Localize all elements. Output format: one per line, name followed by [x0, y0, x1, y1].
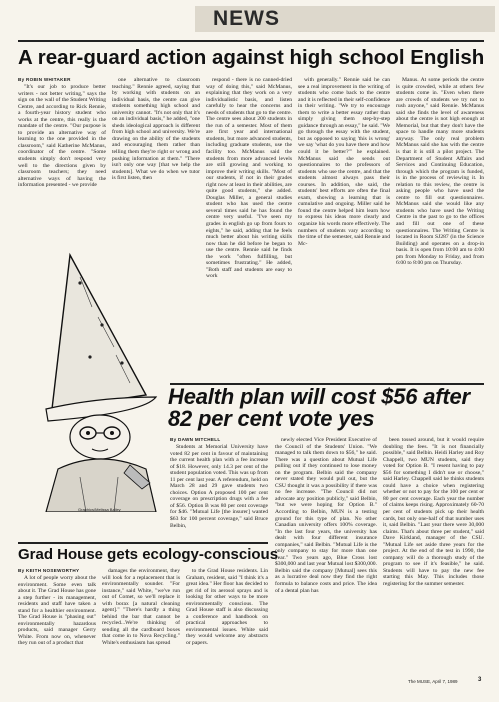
article2-headline: Health plan will cost $56 after 82 per cent vote yes: [168, 384, 470, 431]
page-footer: The MUSE, April 7, 1989: [408, 679, 458, 684]
wizard-illustration: [18, 237, 168, 512]
article1-column-5: Manus. At some periods the centre is quite crowded, while at others few students come in. "Even when there are crowds of students we try not to rush anyone," said Rennie. McManus said she finds the level of awareness about the centre is not high enough at Memorial, but that they don't have the space to handle many more students anyway. The only real problem McManus said she has with the centre is that it is still a pilot project. The Department of Student Affairs and Services and Continuing Education, through which the program is funded, is in the process of reviewing it. In relation to this review, the centre is asking people who have used the centre to fill out questionnaires. McManus said she would like any students who have used the Writing Centre in the past to go to the offices and fill out one of these questionnaires. The Writing Centre is located in Room SJ287 (in the Science Building) and operates on a drop-in basis. It is open from 10:00 am to 4:00 pm from Monday to Friday, and from 6:00 to 8:00 pm on Thursday.: [396, 77, 484, 267]
article1-column-2: one alternative to classroom teaching." Rennie agreed, saying that by working with students on an individual basis, the centre can give students something high school and university cannot. "It's not only that it's on an individual basis," he added, "one sheds ideological approach is different from high school and university. We're drawing on the ability of the students and encouraging them rather than telling them they're right or wrong and pushing information at them." "There isn't only one way [that we help the students]. What we do when we tutor is first listen, then: [112, 77, 200, 182]
article1-column-1: "It's our job to produce better writers - not better writing," says the sign on the wall of the Student Writing Centre, and according to Rick Rennie, a fourth-year history student who works at the centre, this really is the mandate of the centre. "Our purpose is to provide an alternative way of learning to the one provided in the classroom," said Katherine McManus, coordinator of the centre. "Some students simply don't respond very well to the directions given by classroom teachers; they need alternative ways of having the information presented - we provide: [18, 84, 106, 189]
illustration-credit: Graphics/Melissa Bailey: [78, 507, 121, 512]
article2-column-3: been tossed around, but it would require doubling the fees. "It is not financially possible," said Belbin. Heidi Harley and Roy Chappell, two MUN students, said they voted for Option B. "I resent having to pay $56 for something I didn't use or choose," said Harley. Chappell said he thinks students could have a choice when registering whether or not to pay for the 100 per cent or 80 per cent coverage. Each year the number of claims keeps rising. Approximately 60-70 per cent of students pick up their health cards, but only one-half of that number uses it, said Belbin. "Last year there were 30,000 claims. That's about three per student," said Dave Kirkland, manager of the CSU. "Mutual Life set aside three years for the project. At the end of the test in 1990, the company will do a thorough study of the program to see if it's feasible," he said. Students will have to pay the new fee starting this May. This includes those registering for the summer semester.: [383, 437, 484, 588]
article1-headline: A rear-guard action against high school English: [18, 46, 485, 69]
section-title: NEWS: [213, 7, 280, 30]
article3-column-1: A lot of people worry about the environment. Some even talk about it. The Grad House has gone a step further - its management, residents and staff have taken a stand for a healthier environment. The Grad House is "phasing out" environmentally hazardous products, said manager Gerry White. From now on, whenever they run out of a product that: [18, 575, 96, 647]
section-banner: [195, 6, 495, 32]
article2-column-2: newly elected Vice President Executive of the Council of the Students' Union. "We managed to talk them down to $56," he said. There was a question about Mutual Life pulling out if they continued to lose money on the program. Belbin said the company never stated they would pull out, but the CSU thought it was a possibility if there was no fee increase. "The Council did not advocate any position publicly," said Belbin, "but we were hoping for Option B." According to Belbin, MUN is a testing ground for this type of plan. No other Canadian university offers 100% coverage. "In the last four years, the university has dealt with four different insurance companies," said Belbin. "Mutual Life is the only company to stay for more than one year." Two years ago, Blue Cross lost $300,000 and last year Mutual lost $300,000. Belbin said the company [Mutual] sees this as a lucrative deal now they find the right formula to balance costs and price. The idea of a dental plan has: [275, 437, 377, 594]
article3-byline: By KEITH NOSEWORTHY: [18, 568, 80, 573]
top-rule: [18, 40, 484, 42]
article1-column-4: with generally." Rennie said he can see a real improvement in the writing of students who come back to the centre and it is reflected in their self-confidence in their writing. "We try to encourage them to write a better essay rather than simply giving them step-by-step guidance through an essay," he said. "We go through the essay with the student, but as opposed to saying 'this is wrong' we say 'what do you have there and how could it be better?'" he explained. McManus said she sends out questionnaires to the professors of students who use the centre, and that the students almost always pass their courses. In addition, she said, the students' best efforts are often the final exam, showing a learning that is cumulative and ongoing. Miller said he found the centre helped him learn how to express his ideas more clearly and organize his words more effectively. The numbers of students vary according to the time of the semester, said Rennie and Mc-: [298, 77, 390, 247]
article3-headline: Grad House gets ecology-conscious: [18, 546, 279, 563]
article3-column-3: to the Grad House residents. Lin Graham, resident, said "I think it's a great idea." Her floor has decided to get rid of its aerosol sprays and is looking for other ways to be more environmentally conscious. The Grad House staff is also discussing a conference and handbook on practical approaches to environmental issues. White said they would welcome any abstracts or papers.: [186, 568, 268, 647]
article2-column-1: Students at Memorial University have voted 82 per cent in favour of maintaining the current health plan with a fee increase of $18. However, only 14.3 per cent of the student population voted. This was up from 11 per cent last year. A referendum, held on March 28 and 29 gave students two choices. Option A proposed 100 per cent coverage on prescription drugs with a fee of $56. Option B was 80 per cent coverage for $46. "Mutual Life [the insurer] wanted $63 for 100 percent coverage," said Bruce Belbin,: [170, 444, 268, 529]
article1-byline: By ROBIN WHITAKER: [18, 77, 71, 82]
article3-column-2: damages the environment, they will look for a replacement that is environmentally sounder. "For instance," said White, "we've run out of Comet, so we'll replace it with borax [a natural cleaning agent]." "There's hardly a thing behind the bar that cannot be recycled...We're thinking of sending all the cardboard boxes that come in to Nova Recycling." White's enthusiasm has spread: [102, 568, 180, 647]
article2-byline: By DAWN MITCHELL: [170, 437, 221, 442]
page-number: 3: [478, 677, 482, 683]
article1-column-3: respond - there is no canned-dried way of doing this," said McManus, explaining that they work on a very individualistic basis, and listen carefully to hear the concerns and needs of students that go to the centre. The centre sees about 200 students in the run of a semester. Most of them are first year and international students, but more advanced students, including graduate students, use the facility too. McManus said the students from more advanced levels are still growing and working to improve their writing skills. "Most of our students, if not in their grades right now at least in their abilities, are quite good students," she added. Douglas Miller, a general studies student who has used the centre several times said he has found the centre very useful. "I've seen my grades in english go up from fours to eights," he said, adding that he feels much better about his writing skills now than he did before he began to use the centre. Rennie said he finds the work "often fulfilling, but sometimes frustrating." He added, "Both staff and students are easy to work: [206, 77, 292, 280]
article3-rule: [18, 542, 268, 544]
